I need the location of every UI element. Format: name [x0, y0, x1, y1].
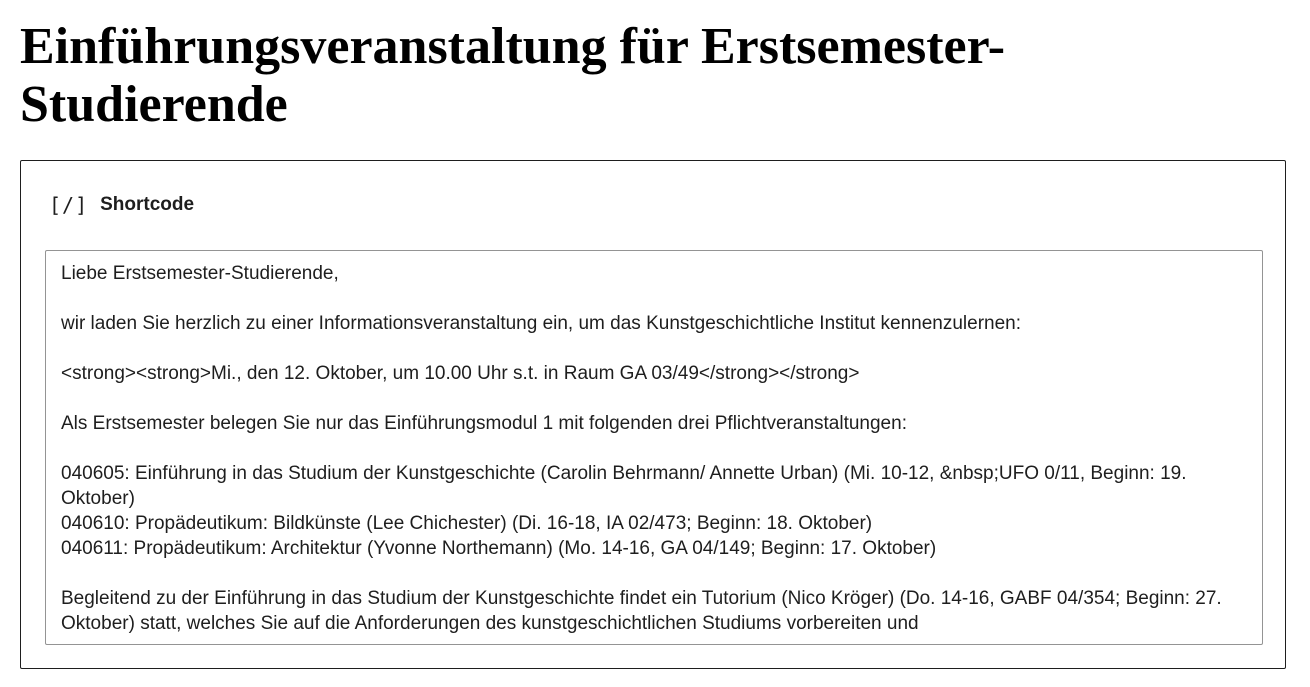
- post-title[interactable]: Einführungsveranstaltung für Erstsemester-Studierende: [20, 18, 1006, 133]
- shortcode-textarea[interactable]: Liebe Erstsemester-Studierende, wir laden Sie herzlich zu einer Informationsveranstaltung ein, um das Kunstgeschichtliche Institut kennenzulernen: <strong><strong>Mi., den 12. Oktober, um 10.00 Uhr s.t. in Raum GA 03/49</strong></strong> Als Erstsemester belegen Sie nur das Einführungsmodul 1 mit folgenden drei Pflichtveranstaltungen: 040605: Einführung in das Studium der Kunstgeschichte (Carolin Behrmann/ Annette Urban) (Mi. 10-12, &nbsp;UFO 0/11, Beginn: 19. Oktober) 040610: Propädeutikum: Bildkünste (Lee Chichester) (Di. 16-18, IA 02/473; Beginn: 18. Oktober) 040611: Propädeutikum: Architektur (Yvonne Northemann) (Mo. 14-16, GA 04/149; Beginn: 17. Oktober) Begleitend zu der Einführung in das Studium der Kunstgeschichte findet ein Tutorium (Nico Kröger) (Do. 14-16, GABF 04/354; Beginn: 27. Oktober) statt, welches Sie auf die Anforderungen des kunstgeschichtlichen Studiums vorbereiten und: [45, 250, 1263, 645]
- block-label: Shortcode: [100, 194, 195, 215]
- shortcode-icon: [/]: [49, 193, 89, 217]
- block-header: [49, 191, 194, 219]
- shortcode-block[interactable]: [20, 160, 1286, 669]
